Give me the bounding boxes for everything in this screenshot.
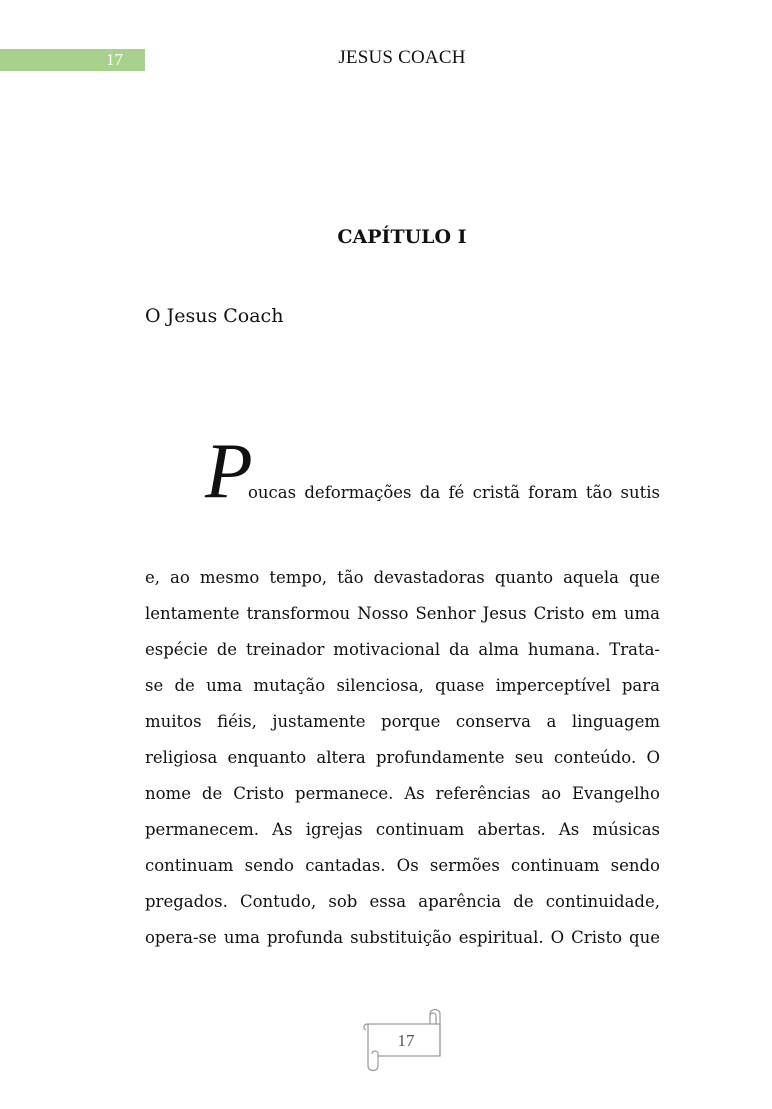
running-title: JESUS COACH xyxy=(338,47,466,68)
chapter-title: CAPÍTULO I xyxy=(337,226,467,248)
section-title: O Jesus Coach xyxy=(145,305,284,327)
paragraph-line: lentamente transformou Nosso Senhor Jesus Cristo em uma xyxy=(145,604,660,623)
header-page-number: 17 xyxy=(106,50,123,69)
footer-page-number: 17 xyxy=(397,1031,415,1050)
paragraph-line: permanecem. As igrejas continuam abertas. As músicas xyxy=(145,820,660,839)
paragraph-line: espécie de treinador motivacional da alma humana. Trata- xyxy=(145,640,660,659)
paragraph-line: muitos fiéis, justamente porque conserva a linguagem xyxy=(145,712,660,731)
paragraph-line: continuam sendo cantadas. Os sermões continuam sendo xyxy=(145,856,660,875)
paragraph-line: e, ao mesmo tempo, tão devastadoras quanto aquela que xyxy=(145,568,660,587)
paragraph-first-line: oucas deformações da fé cristã foram tão sutis xyxy=(248,483,660,502)
paragraph-line: opera-se uma profunda substituição espiritual. O Cristo que xyxy=(145,928,660,947)
body-paragraph xyxy=(145,564,660,960)
drop-cap: P xyxy=(205,427,253,514)
paragraph-line: religiosa enquanto altera profundamente seu conteúdo. O xyxy=(145,748,660,767)
paragraph-line: se de uma mutação silenciosa, quase imperceptível para xyxy=(145,676,660,695)
paragraph-line: pregados. Contudo, sob essa aparência de continuidade, xyxy=(145,892,660,911)
paragraph-line: nome de Cristo permanece. As referências ao Evangelho xyxy=(145,784,660,803)
